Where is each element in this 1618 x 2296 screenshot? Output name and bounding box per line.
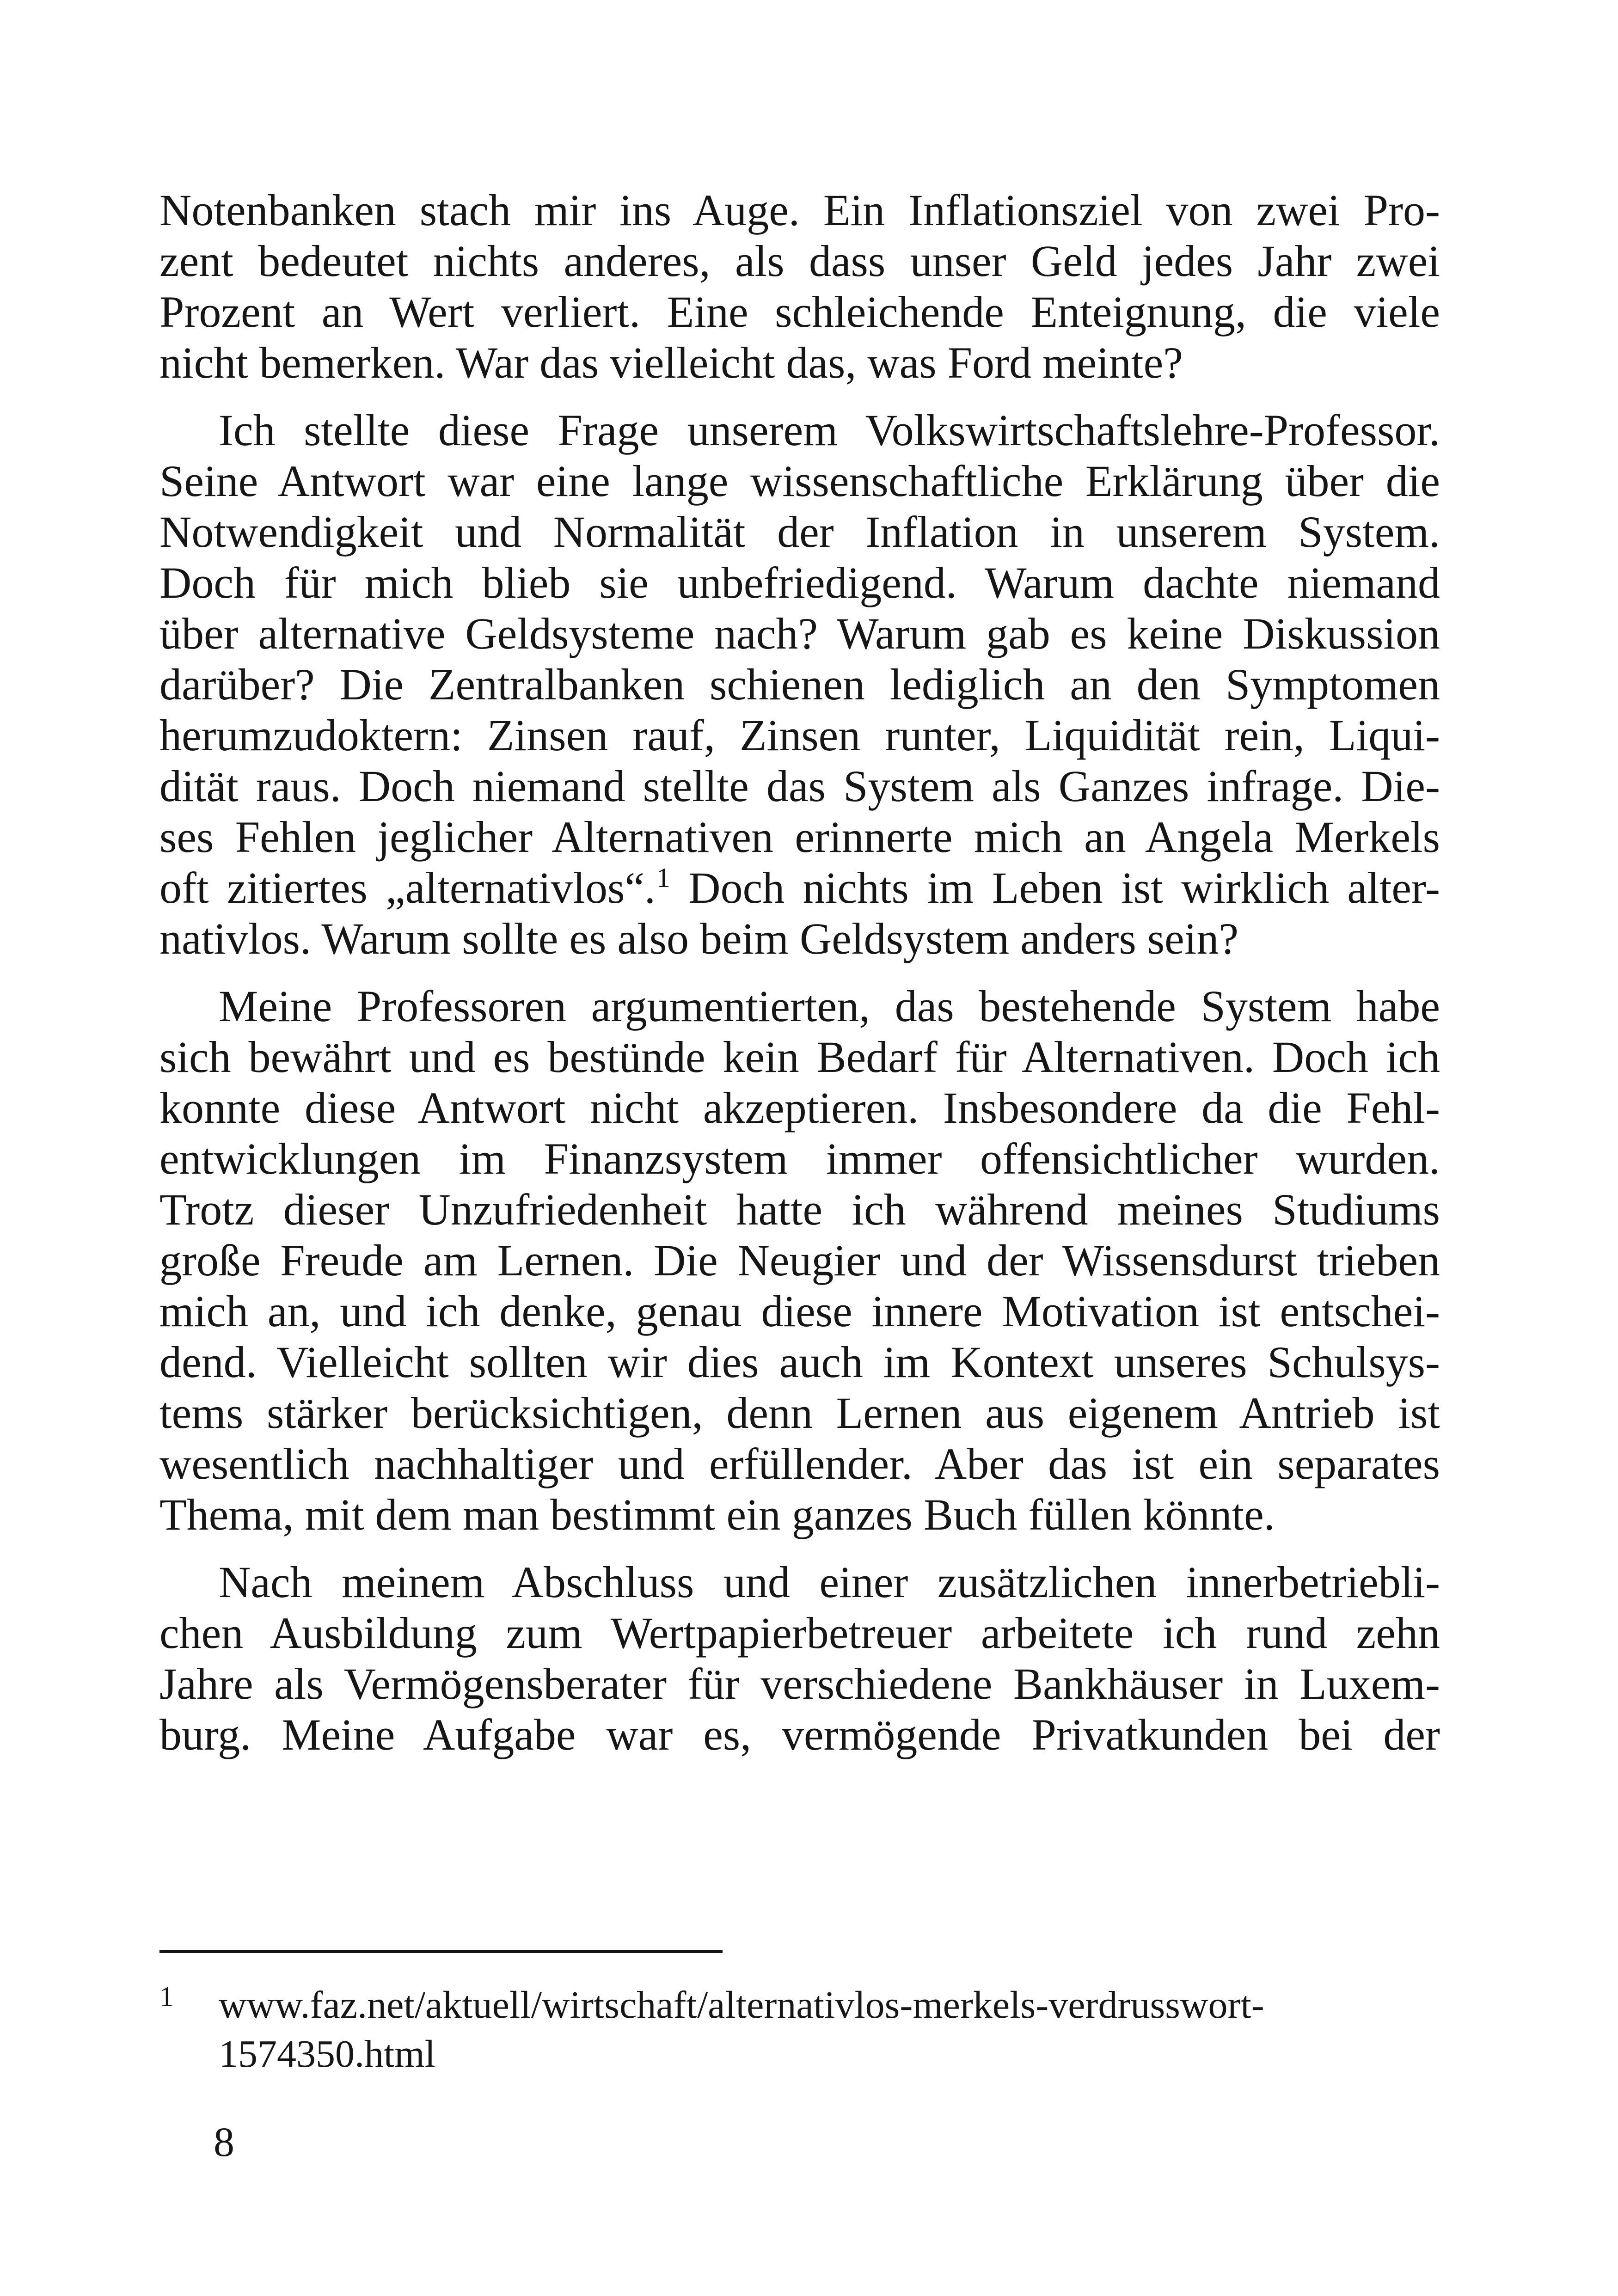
text-line: Meine Professoren argumentierten, das bestehende System habe: [219, 981, 1440, 1031]
text-line: Jahre als Vermögensberater für verschiedene Bankhäuser in Luxem-: [159, 1659, 1440, 1708]
footnote-separator: [159, 1950, 723, 1953]
text-line: Ich stellte diese Frage unserem Volkswirtschaftslehre-Professor.: [219, 405, 1440, 455]
paragraph-3: [159, 981, 1440, 1540]
text-line: zent bedeutet nichts anderes, als dass unser Geld jedes Jahr zwei: [159, 236, 1440, 286]
text-line: sich bewährt und es bestünde kein Bedarf für Alternativen. Doch ich: [159, 1032, 1440, 1082]
text-line: Trotz dieser Unzufriedenheit hatte ich während meines Studiums: [159, 1185, 1440, 1234]
text-line: Doch für mich blieb sie unbefriedigend. Warum dachte niemand: [159, 558, 1440, 607]
text-line-with-footnote: [159, 863, 1440, 913]
text-line: entwicklungen im Finanzsystem immer offensichtlicher wurden.: [159, 1134, 1440, 1183]
text-line: dend. Vielleicht sollten wir dies auch im Kontext unseres Schulsys-: [159, 1337, 1440, 1387]
paragraph-gap: [159, 1540, 1440, 1557]
text-line: Nach meinem Abschluss und einer zusätzlichen innerbetriebli-: [219, 1557, 1440, 1607]
text-segment: Doch nichts im Leben ist wirklich alter-: [670, 863, 1440, 912]
text-line: nativlos. Warum sollte es also beim Geldsystem anders sein?: [159, 914, 1239, 963]
body-text: [159, 185, 1440, 1760]
text-line: chen Ausbildung zum Wertpapierbetreuer arbeitete ich rund zehn: [159, 1608, 1440, 1658]
text-line: wesentlich nachhaltiger und erfüllender. Aber das ist ein separates: [159, 1439, 1440, 1488]
text-line: konnte diese Antwort nicht akzeptieren. Insbesondere da die Fehl-: [159, 1083, 1440, 1133]
text-segment: oft zitiertes „alternativlos“.: [159, 863, 656, 912]
text-line: herumzudoktern: Zinsen rauf, Zinsen runter, Liquidität rein, Liqui-: [159, 710, 1440, 760]
paragraph-2: [159, 405, 1440, 964]
paragraph-4: [159, 1557, 1440, 1760]
footnote-reference[interactable]: 1: [656, 863, 670, 893]
footnote-url-continued[interactable]: 1574350.html: [219, 2033, 436, 2076]
text-line: große Freude am Lernen. Die Neugier und der Wissensdurst trieben: [159, 1236, 1440, 1285]
text-line: dität raus. Doch niemand stellte das System als Ganzes infrage. Die-: [159, 761, 1440, 811]
text-line: tems stärker berücksichtigen, denn Lernen aus eigenem Antrieb ist: [159, 1388, 1440, 1438]
text-line: mich an, und ich denke, genau diese innere Motivation ist entschei-: [159, 1286, 1440, 1336]
footnote-url[interactable]: www.faz.net/aktuell/wirtschaft/alternativlos-merkels-verdrusswort-: [219, 1984, 1264, 2027]
text-line: Thema, mit dem man bestimmt ein ganzes Buch füllen könnte.: [159, 1490, 1275, 1539]
footnote-marker: 1: [159, 1981, 174, 2013]
text-line: Notwendigkeit und Normalität der Inflation in unserem System.: [159, 507, 1440, 557]
page-number: 8: [214, 2119, 234, 2165]
text-line: Notenbanken stach mir ins Auge. Ein Inflationsziel von zwei Pro-: [159, 185, 1440, 235]
text-line: Prozent an Wert verliert. Eine schleichende Enteignung, die viele: [159, 287, 1440, 337]
paragraph-gap: [159, 964, 1440, 981]
paragraph-1: [159, 185, 1440, 388]
text-line: darüber? Die Zentralbanken schienen lediglich an den Symptomen: [159, 660, 1440, 709]
text-line: burg. Meine Aufgabe war es, vermögende Privatkunden bei der: [159, 1710, 1440, 1759]
text-line: nicht bemerken. War das vielleicht das, was Ford meinte?: [159, 338, 1183, 387]
text-line: ses Fehlen jeglicher Alternativen erinnerte mich an Angela Merkels: [159, 812, 1440, 862]
footnote: [159, 1981, 1440, 2079]
text-line: über alternative Geldsysteme nach? Warum gab es keine Diskussion: [159, 609, 1440, 658]
paragraph-gap: [159, 388, 1440, 405]
text-line: Seine Antwort war eine lange wissenschaftliche Erklärung über die: [159, 456, 1440, 506]
